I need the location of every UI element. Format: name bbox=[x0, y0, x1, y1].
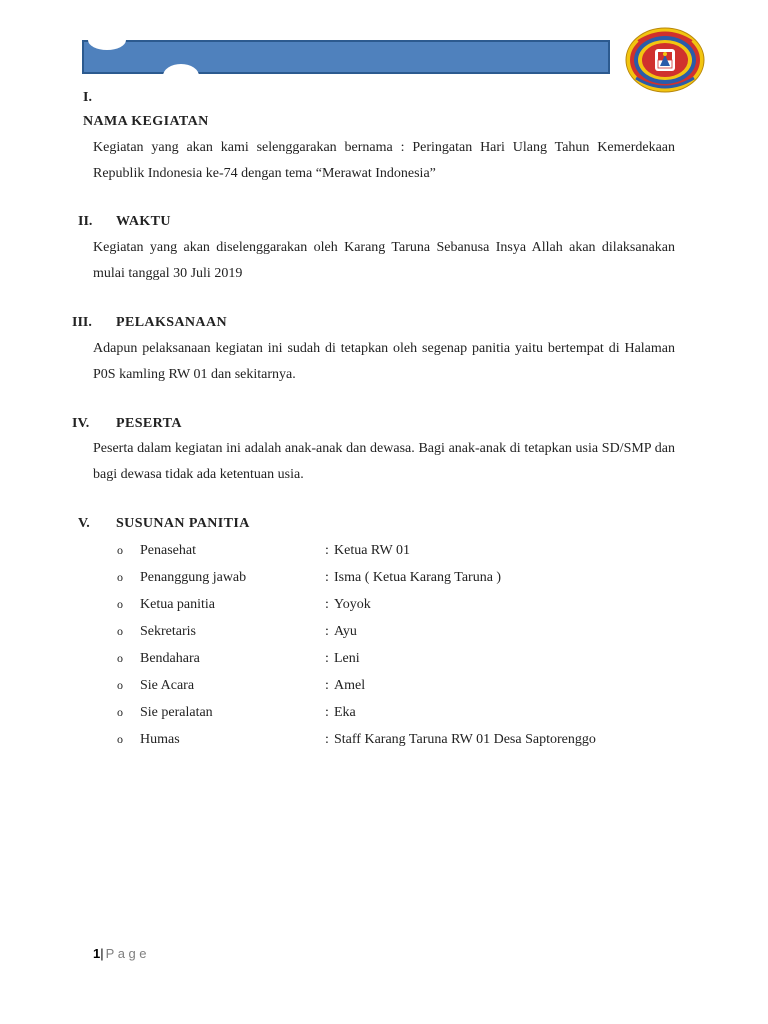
committee-role: Ketua panitia bbox=[140, 597, 216, 612]
karang-taruna-logo-icon bbox=[624, 26, 706, 94]
page-label: Page bbox=[105, 946, 150, 961]
bullet-icon: o bbox=[117, 651, 123, 665]
section-4-title: PESERTA bbox=[116, 416, 182, 431]
committee-role: Sie peralatan bbox=[140, 705, 213, 720]
section-3-title: PELAKSANAAN bbox=[116, 315, 227, 330]
bullet-icon: o bbox=[117, 705, 123, 719]
list-item bbox=[0, 651, 768, 678]
section-1-title: NAMA KEGIATAN bbox=[83, 114, 209, 129]
footer-separator: | bbox=[100, 946, 104, 961]
banner-notch-top bbox=[88, 30, 126, 50]
committee-name: Ayu bbox=[334, 624, 357, 639]
list-item bbox=[0, 570, 768, 597]
list-item bbox=[0, 624, 768, 651]
bullet-icon: o bbox=[117, 678, 123, 692]
committee-name: Leni bbox=[334, 651, 360, 666]
committee-role: Humas bbox=[140, 732, 180, 747]
page-number: 1 bbox=[93, 946, 101, 961]
colon-separator: : bbox=[325, 570, 329, 585]
section-1-number: I. bbox=[83, 90, 92, 105]
section-2-text: Kegiatan yang akan diselenggarakan oleh Karang Taruna Sebanusa Insya Allah akan dilaksanakan mulai tanggal 30 Juli 2019 bbox=[93, 240, 675, 281]
section-4-number: IV. bbox=[72, 416, 90, 431]
committee-name: Eka bbox=[334, 705, 356, 720]
list-item bbox=[0, 597, 768, 624]
list-item bbox=[0, 678, 768, 705]
committee-role: Sie Acara bbox=[140, 678, 195, 693]
bullet-icon: o bbox=[117, 543, 123, 557]
section-1-text: Kegiatan yang akan kami selenggarakan bernama : Peringatan Hari Ulang Tahun Kemerdekaan Republik Indonesia ke-74 dengan tema “Merawat Indonesia” bbox=[93, 140, 675, 181]
colon-separator: : bbox=[325, 597, 329, 612]
section-3-text: Adapun pelaksanaan kegiatan ini sudah di tetapkan oleh segenap panitia yaitu bertempat di Halaman P0S kamling RW 01 dan sekitarnya. bbox=[93, 341, 675, 382]
banner-notch-bottom bbox=[163, 64, 199, 88]
colon-separator: : bbox=[325, 678, 329, 693]
section-5-title: SUSUNAN PANITIA bbox=[116, 516, 250, 531]
committee-name: Amel bbox=[334, 678, 366, 693]
colon-separator: : bbox=[325, 543, 329, 558]
bullet-icon: o bbox=[117, 732, 123, 746]
bullet-icon: o bbox=[117, 624, 123, 638]
colon-separator: : bbox=[325, 705, 329, 720]
logo-center-emblem bbox=[655, 49, 675, 71]
committee-role: Penasehat bbox=[140, 543, 196, 558]
bullet-icon: o bbox=[117, 597, 123, 611]
committee-role: Bendahara bbox=[140, 651, 200, 666]
committee-name: Staff Karang Taruna RW 01 Desa Saptorenggo bbox=[334, 732, 596, 747]
list-item bbox=[0, 543, 768, 570]
section-4-text: Peserta dalam kegiatan ini adalah anak-anak dan dewasa. Bagi anak-anak di tetapkan usia SD/SMP dan bagi dewasa tidak ada ketentuan usia. bbox=[93, 441, 675, 482]
list-item bbox=[0, 705, 768, 732]
list-item bbox=[0, 732, 768, 759]
section-2-title: WAKTU bbox=[116, 214, 171, 229]
committee-role: Sekretaris bbox=[140, 624, 196, 639]
committee-name: Isma ( Ketua Karang Taruna ) bbox=[334, 570, 502, 585]
colon-separator: : bbox=[325, 624, 329, 639]
committee-name: Ketua RW 01 bbox=[334, 543, 410, 558]
committee-name: Yoyok bbox=[334, 597, 371, 612]
committee-role: Penanggung jawab bbox=[140, 570, 247, 585]
bullet-icon: o bbox=[117, 570, 123, 584]
colon-separator: : bbox=[325, 732, 329, 747]
page-footer bbox=[93, 946, 150, 961]
section-3-number: III. bbox=[72, 315, 92, 330]
colon-separator: : bbox=[325, 651, 329, 666]
section-5-number: V. bbox=[78, 516, 90, 531]
header-banner bbox=[82, 40, 610, 74]
section-2-number: II. bbox=[78, 214, 93, 229]
